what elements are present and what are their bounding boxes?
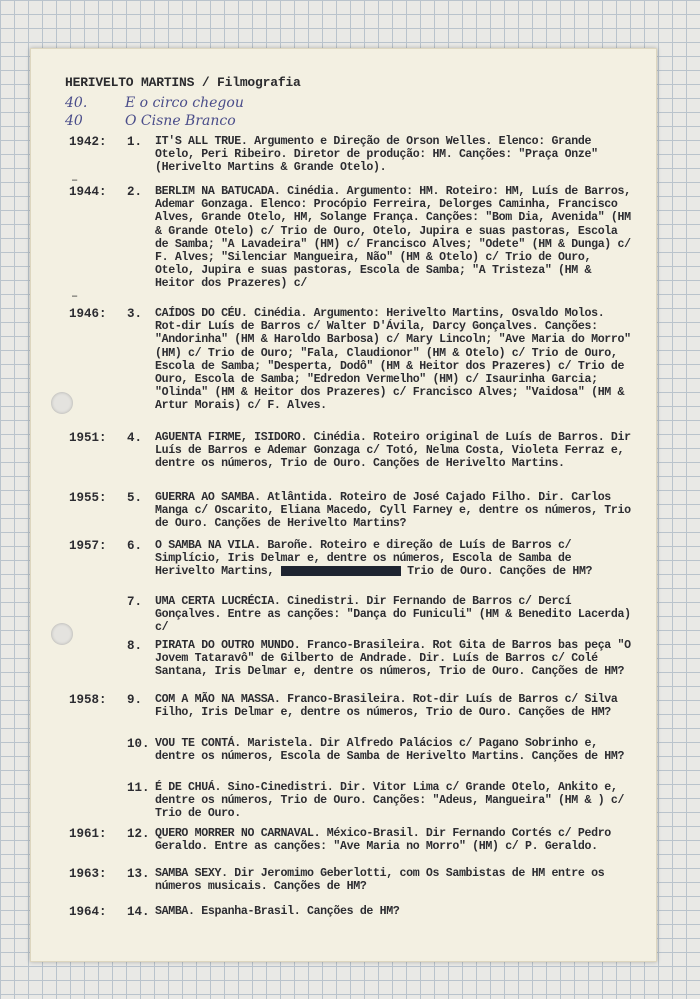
entry-number: 2. [127,185,143,199]
entry-text: QUERO MORRER NO CARNAVAL. México-Brasil. Dir Fernando Cortés c/ Pedro Geraldo. Entre as canções: "Ave Maria no Morro" (HM) c/ P. Geraldo. [155,827,611,854]
entry-year: 1951: [69,431,107,445]
entry-number: 5. [127,491,143,505]
entry-text [155,539,635,579]
entry-text-before: O SAMBA NA VILA. Baroñe. Roteiro e direção de Luís de Barros c/ Simplício, Iris Delmar e, dentre os números, Escola de Samba de Herivelto Martins, [155,539,572,579]
entry-text: VOU TE CONTÁ. Maristela. Dir Alfredo Palácios c/ Pagano Sobrinho e, dentre os números, Escola de Samba de Herivelto Martins. Canções de HM? [155,737,625,764]
entry-text: COM A MÃO NA MASSA. Franco-Brasileira. Rot-dir Luís de Barros c/ Silva Filho, Iris Delmar e, dentre os números, Trio de Ouro. Canções de HM? [155,693,618,720]
entry-year: 1958: [69,693,107,707]
handwritten-note [65,95,244,111]
entry-year: 1964: [69,905,107,919]
entry-year: 1957: [69,539,107,553]
entry-number: 10. [127,737,150,751]
entry-number: 12. [127,827,150,841]
tick-mark: – [71,289,79,303]
entry-number: 13. [127,867,150,881]
handwritten-note-number: 40 [65,113,83,129]
entry-number: 4. [127,431,143,445]
entry-text: GUERRA AO SAMBA. Atlântida. Roteiro de José Cajado Filho. Dir. Carlos Manga c/ Oscarito, Eliana Macedo, Cyll Farney e, dentre os números, Trio de Ouro. Canções de Herivelto Martins? [155,491,631,531]
tick-mark: – [71,173,79,187]
entry-text: SAMBA SEXY. Dir Jeromimo Geberlotti, com Os Sambistas de HM entre os números musicais. Canções de HM? [155,867,605,894]
entry-text: IT'S ALL TRUE. Argumento e Direção de Orson Welles. Elenco: Grande Otelo, Peri Ribeiro. Diretor de produção: HM. Canções: "Praça Onze" (Herivelto Martins & Grande Otelo). [155,135,598,175]
entry-year: 1961: [69,827,107,841]
punch-hole [51,392,73,414]
page-title: HERIVELTO MARTINS / Filmografia [65,75,301,90]
handwritten-note [65,113,236,129]
entry-number: 6. [127,539,143,553]
entry-number: 1. [127,135,143,149]
entry-text: BERLIM NA BATUCADA. Cinédia. Argumento: HM. Roteiro: HM, Luís de Barros, Ademar Gonzaga. Elenco: Procópio Ferreira, Delorges Caminha, Francisco Alves, Grande Otelo, HM, Solange França. Canções: "Bom Dia, Avenida" (HM & Grande Otelo) c/ Trio de Ouro, Otelo, Jupira e suas pastoras, Escola de Samba; "A Lavadeira" (HM) c/ Francisco Alves; "Odete" (HM & Dunga) c/ F. Alves; "Silenciar Mangueira, Não" (HM & Otelo) c/ Trio de Ouro, Otelo, Jupira e suas pastoras, Escola de Samba; "A Tristeza" (HM & Heitor dos Prazeres) c/ [155,185,631,291]
entry-number: 8. [127,639,143,653]
entry-text: AGUENTA FIRME, ISIDORO. Cinédia. Roteiro original de Luís de Barros. Dir Luís de Barros e Ademar Gonzaga c/ Totó, Nelma Costa, Violeta Ferraz e, dentre os números, Trio de Ouro. Canções de Herivelto Martins. [155,431,631,471]
entry-year: 1946: [69,307,107,321]
entry-text: PIRATA DO OUTRO MUNDO. Franco-Brasileira. Rot Gita de Barros bas peça "O Jovem Tataravô" de Gilberto de Andrade. Dir. Luís de Barros c/ Colé Santana, Iris Delmar e, dentre os números, Trio de Ouro. Canções de HM? [155,639,631,679]
punch-hole [51,623,73,645]
entry-year: 1963: [69,867,107,881]
entry-year: 1942: [69,135,107,149]
entry-year: 1944: [69,185,107,199]
entry-number: 3. [127,307,143,321]
handwritten-note-text: O Cisne Branco [125,113,236,129]
entry-number: 9. [127,693,143,707]
entry-number: 14. [127,905,150,919]
entry-text: UMA CERTA LUCRÉCIA. Cinedistri. Dir Fernando de Barros c/ Dercí Gonçalves. Entre as canções: "Dança do Funiculi" (HM & Benedito Lacerda) c/ [155,595,631,635]
entry-text: SAMBA. Espanha-Brasil. Canções de HM? [155,905,400,918]
entry-number: 7. [127,595,143,609]
redaction-mark [281,566,401,576]
handwritten-note-text: E o circo chegou [125,95,244,111]
entry-number: 11. [127,781,150,795]
entry-text: CAÍDOS DO CÉU. Cinédia. Argumento: Herivelto Martins, Osvaldo Molos. Rot-dir Luís de Barros c/ Walter D'Ávila, Darcy Gonçalves. Canções: "Andorinha" (HM & Haroldo Barbosa) c/ Mary Lincoln; "Ave Maria do Morro" (HM) c/ Trio de Ouro; "Fala, Claudionor" (HM & Otelo) c/ Trio de Ouro, Escola de Samba; "Desperta, Dodô" (HM & Heitor dos Prazeres) c/ Trio de Ouro, Escola de Samba; "Edredon Vermelho" (HM) c/ Isaurinha Garcia; "Olinda" (HM & Heitor dos Prazeres) c/ Francisco Alves; "Vaidosa" (HM & Artur Morais) c/ F. Alves. [155,307,631,413]
entry-year: 1955: [69,491,107,505]
document-sheet [30,48,657,962]
entry-text-after: Trio de Ouro. Canções de HM? [400,565,593,579]
entry-text: É DE CHUÁ. Sino-Cinedistri. Dir. Vitor Lima c/ Grande Otelo, Ankito e, dentre os números, Trio de Ouro. Canções: "Adeus, Mangueira" (HM & ) c/ Trio de Ouro. [155,781,625,821]
handwritten-note-number: 40. [65,95,88,111]
